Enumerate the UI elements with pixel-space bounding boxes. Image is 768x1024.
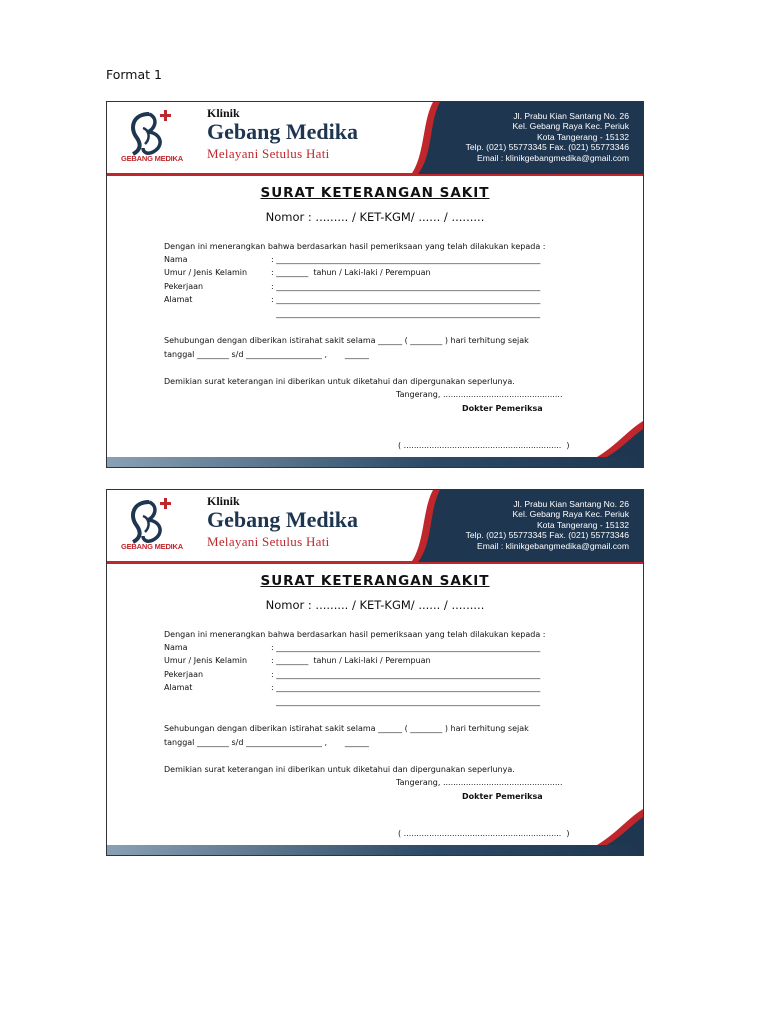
clinic-tagline: Melayani Setulus Hati xyxy=(207,146,330,161)
field-label-nama: Nama xyxy=(164,255,188,264)
letter-title: SURAT KETERANGAN SAKIT xyxy=(260,573,490,589)
signature-line: ( .............................................................. ) xyxy=(398,441,570,450)
clinic-address xyxy=(466,499,629,551)
klinik-label: Klinik xyxy=(207,106,240,120)
address-phone: Telp. (021) 55773345 Fax. (021) 55773346 xyxy=(465,142,629,153)
letter-intro: Dengan ini menerangkan bahwa berdasarkan hasil pemeriksaan yang telah dilakukan kepada : xyxy=(164,630,546,639)
field-value-nama: : __________________________________________________________________ xyxy=(271,255,541,264)
address-street: Jl. Prabu Kian Santang No. 26 xyxy=(513,499,629,509)
klinik-label: Klinik xyxy=(207,494,240,508)
letter-title: SURAT KETERANGAN SAKIT xyxy=(260,185,490,201)
field-label-pekerjaan: Pekerjaan xyxy=(164,282,204,291)
clinic-address xyxy=(466,111,629,163)
address-district: Kel. Gebang Raya Kec. Periuk xyxy=(512,509,629,520)
field-value-alamat: : __________________________________________________________________ xyxy=(271,683,541,692)
clinic-name: Gebang Medika xyxy=(207,507,358,532)
field-value-alamat-line2: __________________________________________________________________ xyxy=(271,697,541,706)
signature-line: ( .............................................................. ) xyxy=(398,829,570,838)
logo-text: GEBANG MEDIKA xyxy=(121,154,183,163)
address-email: Email : klinikgebangmedika@gmail.com xyxy=(476,540,629,551)
sick-letter-card xyxy=(106,101,644,468)
field-value-nama: : __________________________________________________________________ xyxy=(271,643,541,652)
field-value-alamat-line2: __________________________________________________________________ xyxy=(271,309,541,318)
footer-decoration xyxy=(107,417,643,467)
letter-intro: Dengan ini menerangkan bahwa berdasarkan hasil pemeriksaan yang telah dilakukan kepada : xyxy=(164,242,546,251)
field-label-umur: Umur / Jenis Kelamin xyxy=(164,656,248,665)
footer-decoration xyxy=(107,805,643,855)
format-label: Format 1 xyxy=(106,67,162,82)
field-value-umur: : ________ tahun / Laki-laki / Perempuan xyxy=(271,656,431,665)
examining-doctor-label: Dokter Pemeriksa xyxy=(462,792,543,801)
logo-icon xyxy=(119,496,189,546)
address-district: Kel. Gebang Raya Kec. Periuk xyxy=(512,121,629,132)
closing-statement: Demikian surat keterangan ini diberikan untuk diketahui dan dipergunakan seperlunya. xyxy=(164,765,515,774)
rest-period-line1: Sehubungan dengan diberikan istirahat sakit selama ______ ( ________ ) hari terhitung sejak xyxy=(164,336,529,345)
logo-text: GEBANG MEDIKA xyxy=(121,542,183,551)
field-value-umur: : ________ tahun / Laki-laki / Perempuan xyxy=(271,268,431,277)
field-label-alamat: Alamat xyxy=(164,295,193,304)
letter-number: Nomor : ......... / KET-KGM/ ...... / ......... xyxy=(265,598,485,612)
clinic-name: Gebang Medika xyxy=(207,119,358,144)
clinic-tagline: Melayani Setulus Hati xyxy=(207,534,330,549)
letterhead xyxy=(107,102,643,176)
address-email: Email : klinikgebangmedika@gmail.com xyxy=(476,152,629,163)
place-date: Tangerang, ............................................... xyxy=(396,390,563,399)
field-label-nama: Nama xyxy=(164,643,188,652)
address-city: Kota Tangerang - 15132 xyxy=(536,131,629,142)
logo-icon xyxy=(119,108,189,158)
place-date: Tangerang, ............................................... xyxy=(396,778,563,787)
field-label-pekerjaan: Pekerjaan xyxy=(164,670,204,679)
address-phone: Telp. (021) 55773345 Fax. (021) 55773346 xyxy=(465,530,629,541)
footer-wave xyxy=(107,805,643,855)
sick-letter-card xyxy=(106,489,644,856)
field-label-alamat: Alamat xyxy=(164,683,193,692)
rest-period-line2: tanggal ________ s/d ___________________ , ______ xyxy=(164,738,369,747)
examining-doctor-label: Dokter Pemeriksa xyxy=(462,404,543,413)
rest-period-line2: tanggal ________ s/d ___________________ , ______ xyxy=(164,350,369,359)
closing-statement: Demikian surat keterangan ini diberikan untuk diketahui dan dipergunakan seperlunya. xyxy=(164,377,515,386)
letter-number: Nomor : ......... / KET-KGM/ ...... / ......... xyxy=(265,210,485,224)
field-value-pekerjaan: : __________________________________________________________________ xyxy=(271,670,541,679)
footer-wave xyxy=(107,417,643,467)
letterhead xyxy=(107,490,643,564)
address-street: Jl. Prabu Kian Santang No. 26 xyxy=(513,111,629,121)
rest-period-line1: Sehubungan dengan diberikan istirahat sakit selama ______ ( ________ ) hari terhitung sejak xyxy=(164,724,529,733)
address-city: Kota Tangerang - 15132 xyxy=(536,519,629,530)
field-value-pekerjaan: : __________________________________________________________________ xyxy=(271,282,541,291)
field-label-umur: Umur / Jenis Kelamin xyxy=(164,268,248,277)
field-value-alamat: : __________________________________________________________________ xyxy=(271,295,541,304)
